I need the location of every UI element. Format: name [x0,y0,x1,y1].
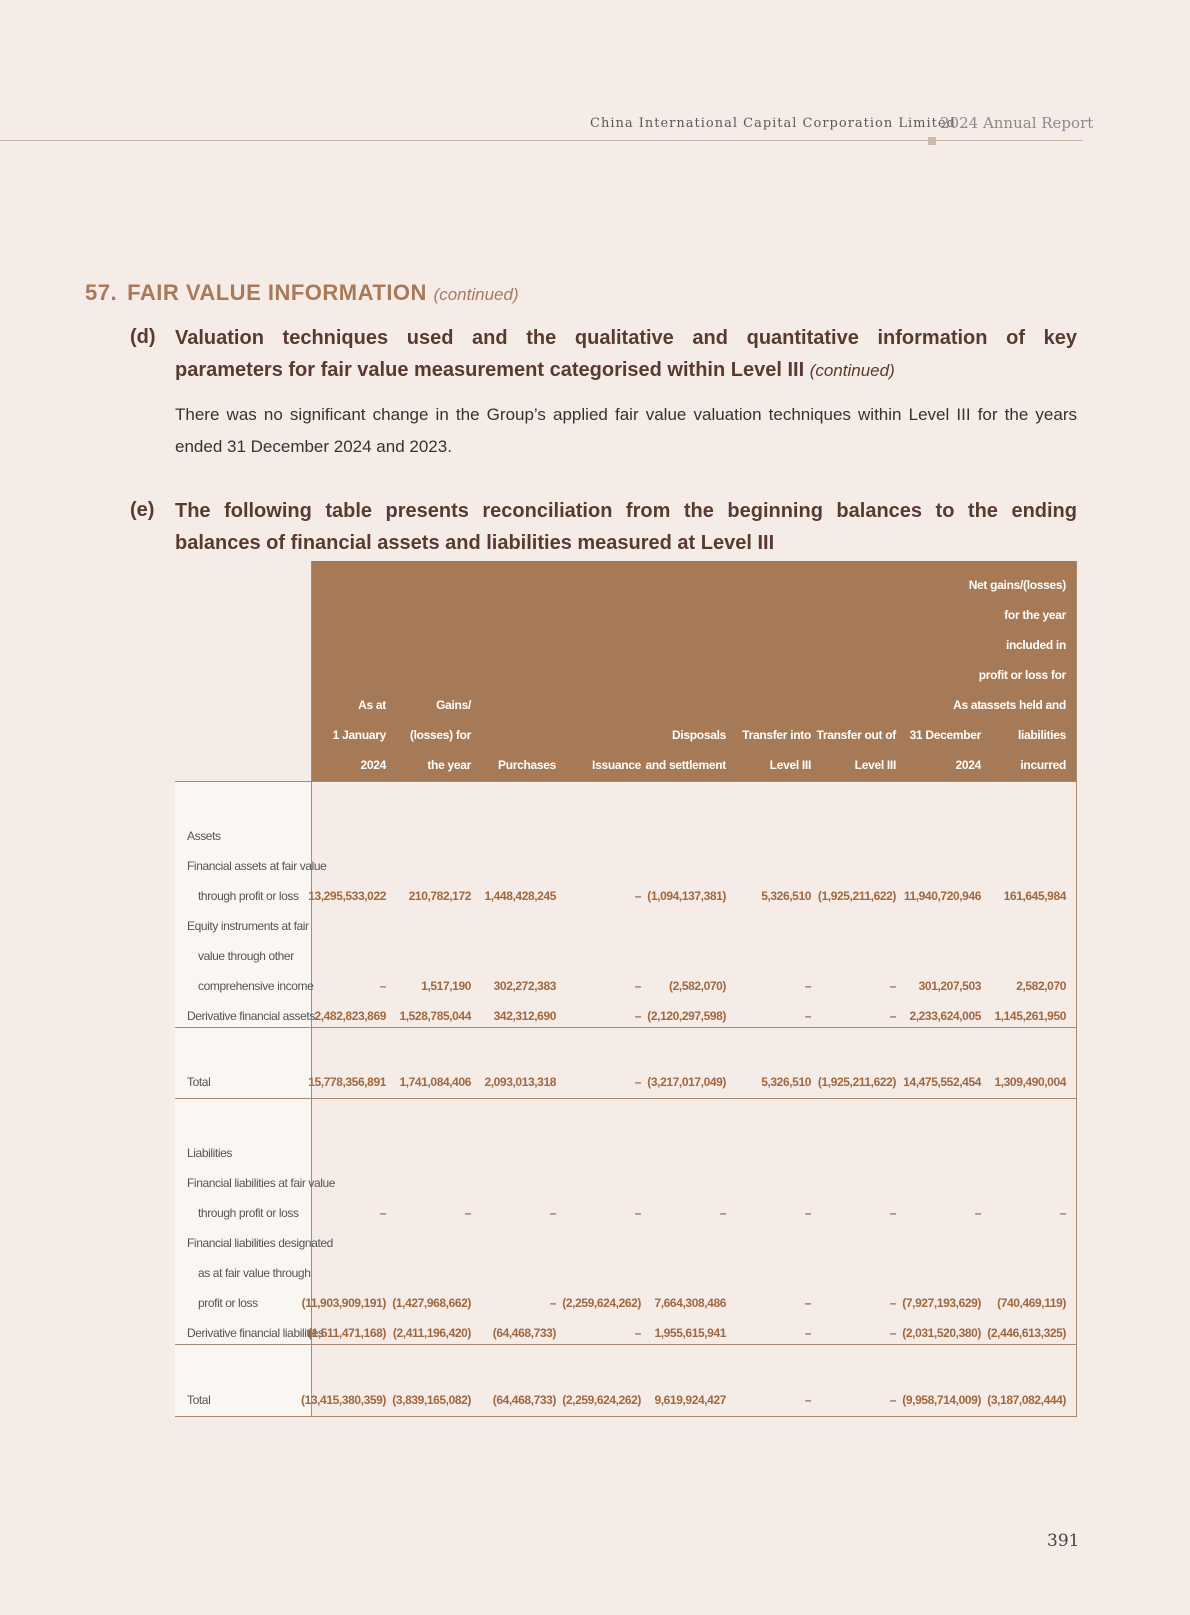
column-header: Transfer out of [816,728,896,742]
table-cell: – [464,1206,471,1220]
column-header: Disposals [672,728,726,742]
table-cell: 1,448,428,245 [484,889,556,903]
header-report-title: 2024 Annual Report [940,114,1094,132]
table-cell: 5,326,510 [761,1075,811,1089]
table-cell: – [889,1009,896,1023]
row-label: through profit or loss [198,1206,299,1220]
row-label: Financial liabilities at fair value [187,1176,336,1190]
table-cell: 301,207,503 [918,979,981,993]
table-cell: 9,619,924,427 [654,1393,726,1407]
table-cell: 5,326,510 [761,889,811,903]
table-cell: 13,295,533,022 [308,889,386,903]
table-cell: 15,778,356,891 [308,1075,386,1089]
table-cell: – [634,1326,641,1340]
section-continued: (continued) [433,285,519,304]
subsection-d-title-line1: Valuation techniques used and the qualitative and quantitative information of key [175,327,1077,349]
row-label: Derivative financial assets [187,1009,315,1023]
table-cell: – [804,1206,811,1220]
table-cell: (740,469,119) [997,1296,1066,1310]
table-cell: – [889,1296,896,1310]
table-cell: 302,272,383 [493,979,556,993]
table-cell: – [804,1009,811,1023]
row-label: Total [187,1393,211,1407]
subsection-d-continued: (continued) [809,361,895,380]
subsection-d-paragraph-line2: ended 31 December 2024 and 2023. [175,437,452,456]
page-number: 391 [1047,1531,1080,1551]
column-header: and settlement [645,758,726,772]
table-cell: – [889,979,896,993]
column-header: As at [358,698,386,712]
column-header: Level III [769,758,811,772]
table-cell: (7,927,193,629) [902,1296,981,1310]
row-label: as at fair value through [198,1266,311,1280]
table-cell: (1,094,137,381) [647,889,726,903]
table-cell: – [974,1206,981,1220]
table-cell: 2,233,624,005 [909,1009,981,1023]
table-cell: (1,925,211,622) [817,1075,896,1089]
table-rule [175,1416,1077,1417]
table-cell: (13,415,380,359) [300,1393,386,1407]
table-cell: – [634,1075,641,1089]
column-header: As at [953,698,981,712]
table-cell: – [634,889,641,903]
table-cell: (2,411,196,420) [392,1326,471,1340]
row-label: Total [187,1075,211,1089]
table-cell: – [634,979,641,993]
column-header: included in [1005,638,1066,652]
row-label: Derivative financial liabilities [187,1326,324,1340]
table-cell: – [549,1206,556,1220]
column-header: liabilities [1017,728,1066,742]
column-header: Gains/ [436,698,471,712]
table-cell: (2,582,070) [669,979,726,993]
table-cell: 1,741,084,406 [399,1075,471,1089]
table-cell: (1,925,211,622) [817,889,896,903]
subsection-d-title-line2 [175,354,1077,387]
table-cell: 1,528,785,044 [399,1009,471,1023]
row-label: Financial liabilities designated [187,1236,333,1250]
table-cell: 14,475,552,454 [903,1075,981,1089]
table-cell: (64,468,733) [492,1393,556,1407]
table-cell: – [804,1296,811,1310]
table-cell: – [804,979,811,993]
header-marker [928,137,936,145]
table-cell: – [379,1206,386,1220]
table-cell: (3,217,017,049) [647,1075,726,1089]
table-cell: 1,145,261,950 [994,1009,1066,1023]
table-cell: – [804,1393,811,1407]
table-cell: 2,093,013,318 [484,1075,556,1089]
subsection-e-title-line1: The following table presents reconciliation from the beginning balances to the ending [175,500,1077,522]
subsection-e-label: (e) [130,499,155,521]
table-cell: 2,582,070 [1016,979,1066,993]
column-header: Transfer into [742,728,811,742]
liabilities-heading: Liabilities [187,1146,232,1160]
table-cell: (1,511,471,168) [307,1326,386,1340]
column-header: incurred [1020,758,1066,772]
table-cell: 2,482,823,869 [314,1009,386,1023]
row-label: Financial assets at fair value [187,859,327,873]
table-rule [175,781,1077,782]
row-label: comprehensive income [198,979,314,993]
table-cell: 210,782,172 [408,889,471,903]
column-header: assets held and [980,698,1066,712]
assets-heading: Assets [187,829,221,843]
table-cell: (3,839,165,082) [392,1393,471,1407]
table-cell: – [719,1206,726,1220]
column-header: for the year [1004,608,1066,622]
row-label: through profit or loss [198,889,299,903]
table-cell: 7,664,308,486 [654,1296,726,1310]
column-header: Issuance [592,758,641,772]
table-cell: (3,187,082,444) [987,1393,1066,1407]
row-label: value through other [198,949,294,963]
table-cell: – [379,979,386,993]
row-label: Equity instruments at fair [187,919,309,933]
table-cell: 1,517,190 [421,979,471,993]
table-cell: (2,259,624,262) [562,1393,641,1407]
row-label: profit or loss [198,1296,258,1310]
table-cell: 1,309,490,004 [994,1075,1066,1089]
table-divider-right [1076,561,1077,1417]
table-cell: – [1059,1206,1066,1220]
table-cell: 161,645,984 [1003,889,1066,903]
table-cell: (2,446,613,325) [987,1326,1066,1340]
column-header: 2024 [955,758,981,772]
subsection-e-title-line2: balances of financial assets and liabilities measured at Level III [175,532,775,554]
table-cell: 1,955,615,941 [654,1326,726,1340]
table-cell: – [634,1009,641,1023]
table-cell: – [889,1206,896,1220]
table-cell: (9,958,714,009) [902,1393,981,1407]
subsection-d-paragraph-line1: There was no significant change in the Group’s applied fair value valuation techniques within Level III for the years [175,405,1077,424]
subsection-d-label: (d) [130,326,156,348]
table-cell: (2,259,624,262) [562,1296,641,1310]
table-cell: – [549,1296,556,1310]
header-company: China International Capital Corporation Limited [590,116,956,131]
column-header: Net gains/(losses) [968,578,1066,592]
column-header: (losses) for [409,728,471,742]
table-cell: (2,031,520,380) [902,1326,981,1340]
table-cell: 342,312,690 [493,1009,556,1023]
column-header: Purchases [497,758,556,772]
table-cell: 11,940,720,946 [903,889,981,903]
section-number: 57. [85,280,118,305]
column-header: Level III [854,758,896,772]
table-cell: (1,427,968,662) [392,1296,471,1310]
column-header: 2024 [360,758,386,772]
table-rule [175,1098,1077,1099]
table-cell: – [804,1326,811,1340]
table-cell: – [889,1393,896,1407]
table-cell: – [634,1206,641,1220]
column-header: 1 January [332,728,386,742]
table-cell: – [889,1326,896,1340]
subsection-d-title-line2-text: parameters for fair value measurement categorised within Level III [175,359,805,381]
table-cell: (64,468,733) [492,1326,556,1340]
table-cell: (11,903,909,191) [301,1296,386,1310]
section-title-text: FAIR VALUE INFORMATION [127,280,427,305]
table-cell: (2,120,297,598) [647,1009,726,1023]
header-rule [0,140,1083,141]
column-header: profit or loss for [978,668,1066,682]
section-title [85,280,519,306]
column-header: the year [427,758,471,772]
column-header: 31 December [909,728,981,742]
